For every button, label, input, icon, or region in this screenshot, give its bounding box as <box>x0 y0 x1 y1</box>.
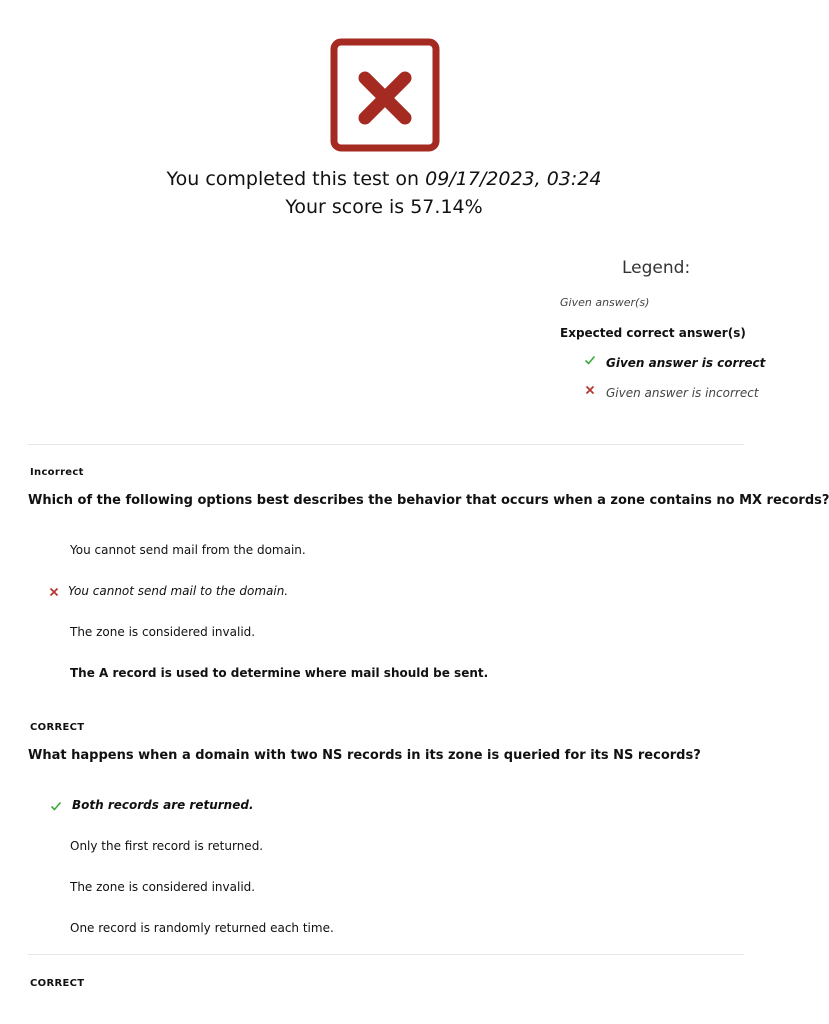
question-status-incorrect: Incorrect <box>30 467 84 478</box>
answer-option: Only the first record is returned. <box>70 839 264 853</box>
divider <box>28 954 744 955</box>
answer-option: One record is randomly returned each time. <box>70 921 334 935</box>
incorrect-result-icon <box>330 38 440 152</box>
legend-title: Legend: <box>622 258 691 278</box>
answer-option: The zone is considered invalid. <box>70 625 256 639</box>
question-text: What happens when a domain with two NS records in its zone is queried for its NS records? <box>28 748 701 763</box>
question-status-correct: CORRECT <box>30 978 85 989</box>
question-text <box>28 493 829 508</box>
divider <box>28 444 744 445</box>
legend-correct-label: Given answer is correct <box>606 356 766 370</box>
completed-date: 09/17/2023, 03:24 <box>425 168 602 190</box>
completed-date-line <box>0 168 768 190</box>
question-text-end: ? <box>821 493 829 508</box>
cross-icon <box>584 384 596 396</box>
legend-expected-answers: Expected correct answer(s) <box>560 326 746 340</box>
legend-incorrect-label: Given answer is incorrect <box>606 386 759 400</box>
question-text-emphasis: no MX records <box>716 493 822 508</box>
question-text-main: Which of the following options best describes the behavior that occurs when a zone contains <box>28 493 717 508</box>
answer-option-given-incorrect: You cannot send mail to the domain. <box>68 584 289 598</box>
answer-option: You cannot send mail from the domain. <box>70 543 306 557</box>
answer-option-expected: The A record is used to determine where mail should be sent. <box>70 666 489 680</box>
checkmark-icon <box>50 800 62 812</box>
answer-option: The zone is considered invalid. <box>70 880 256 894</box>
legend-given-answers: Given answer(s) <box>560 296 650 309</box>
checkmark-icon <box>584 354 596 366</box>
cross-icon <box>48 586 60 598</box>
completed-prefix: You completed this test on <box>166 168 420 190</box>
score-text: Your score is 57.14% <box>285 196 483 218</box>
answer-option-given-correct: Both records are returned. <box>72 798 254 812</box>
question-status-correct: CORRECT <box>30 722 85 733</box>
